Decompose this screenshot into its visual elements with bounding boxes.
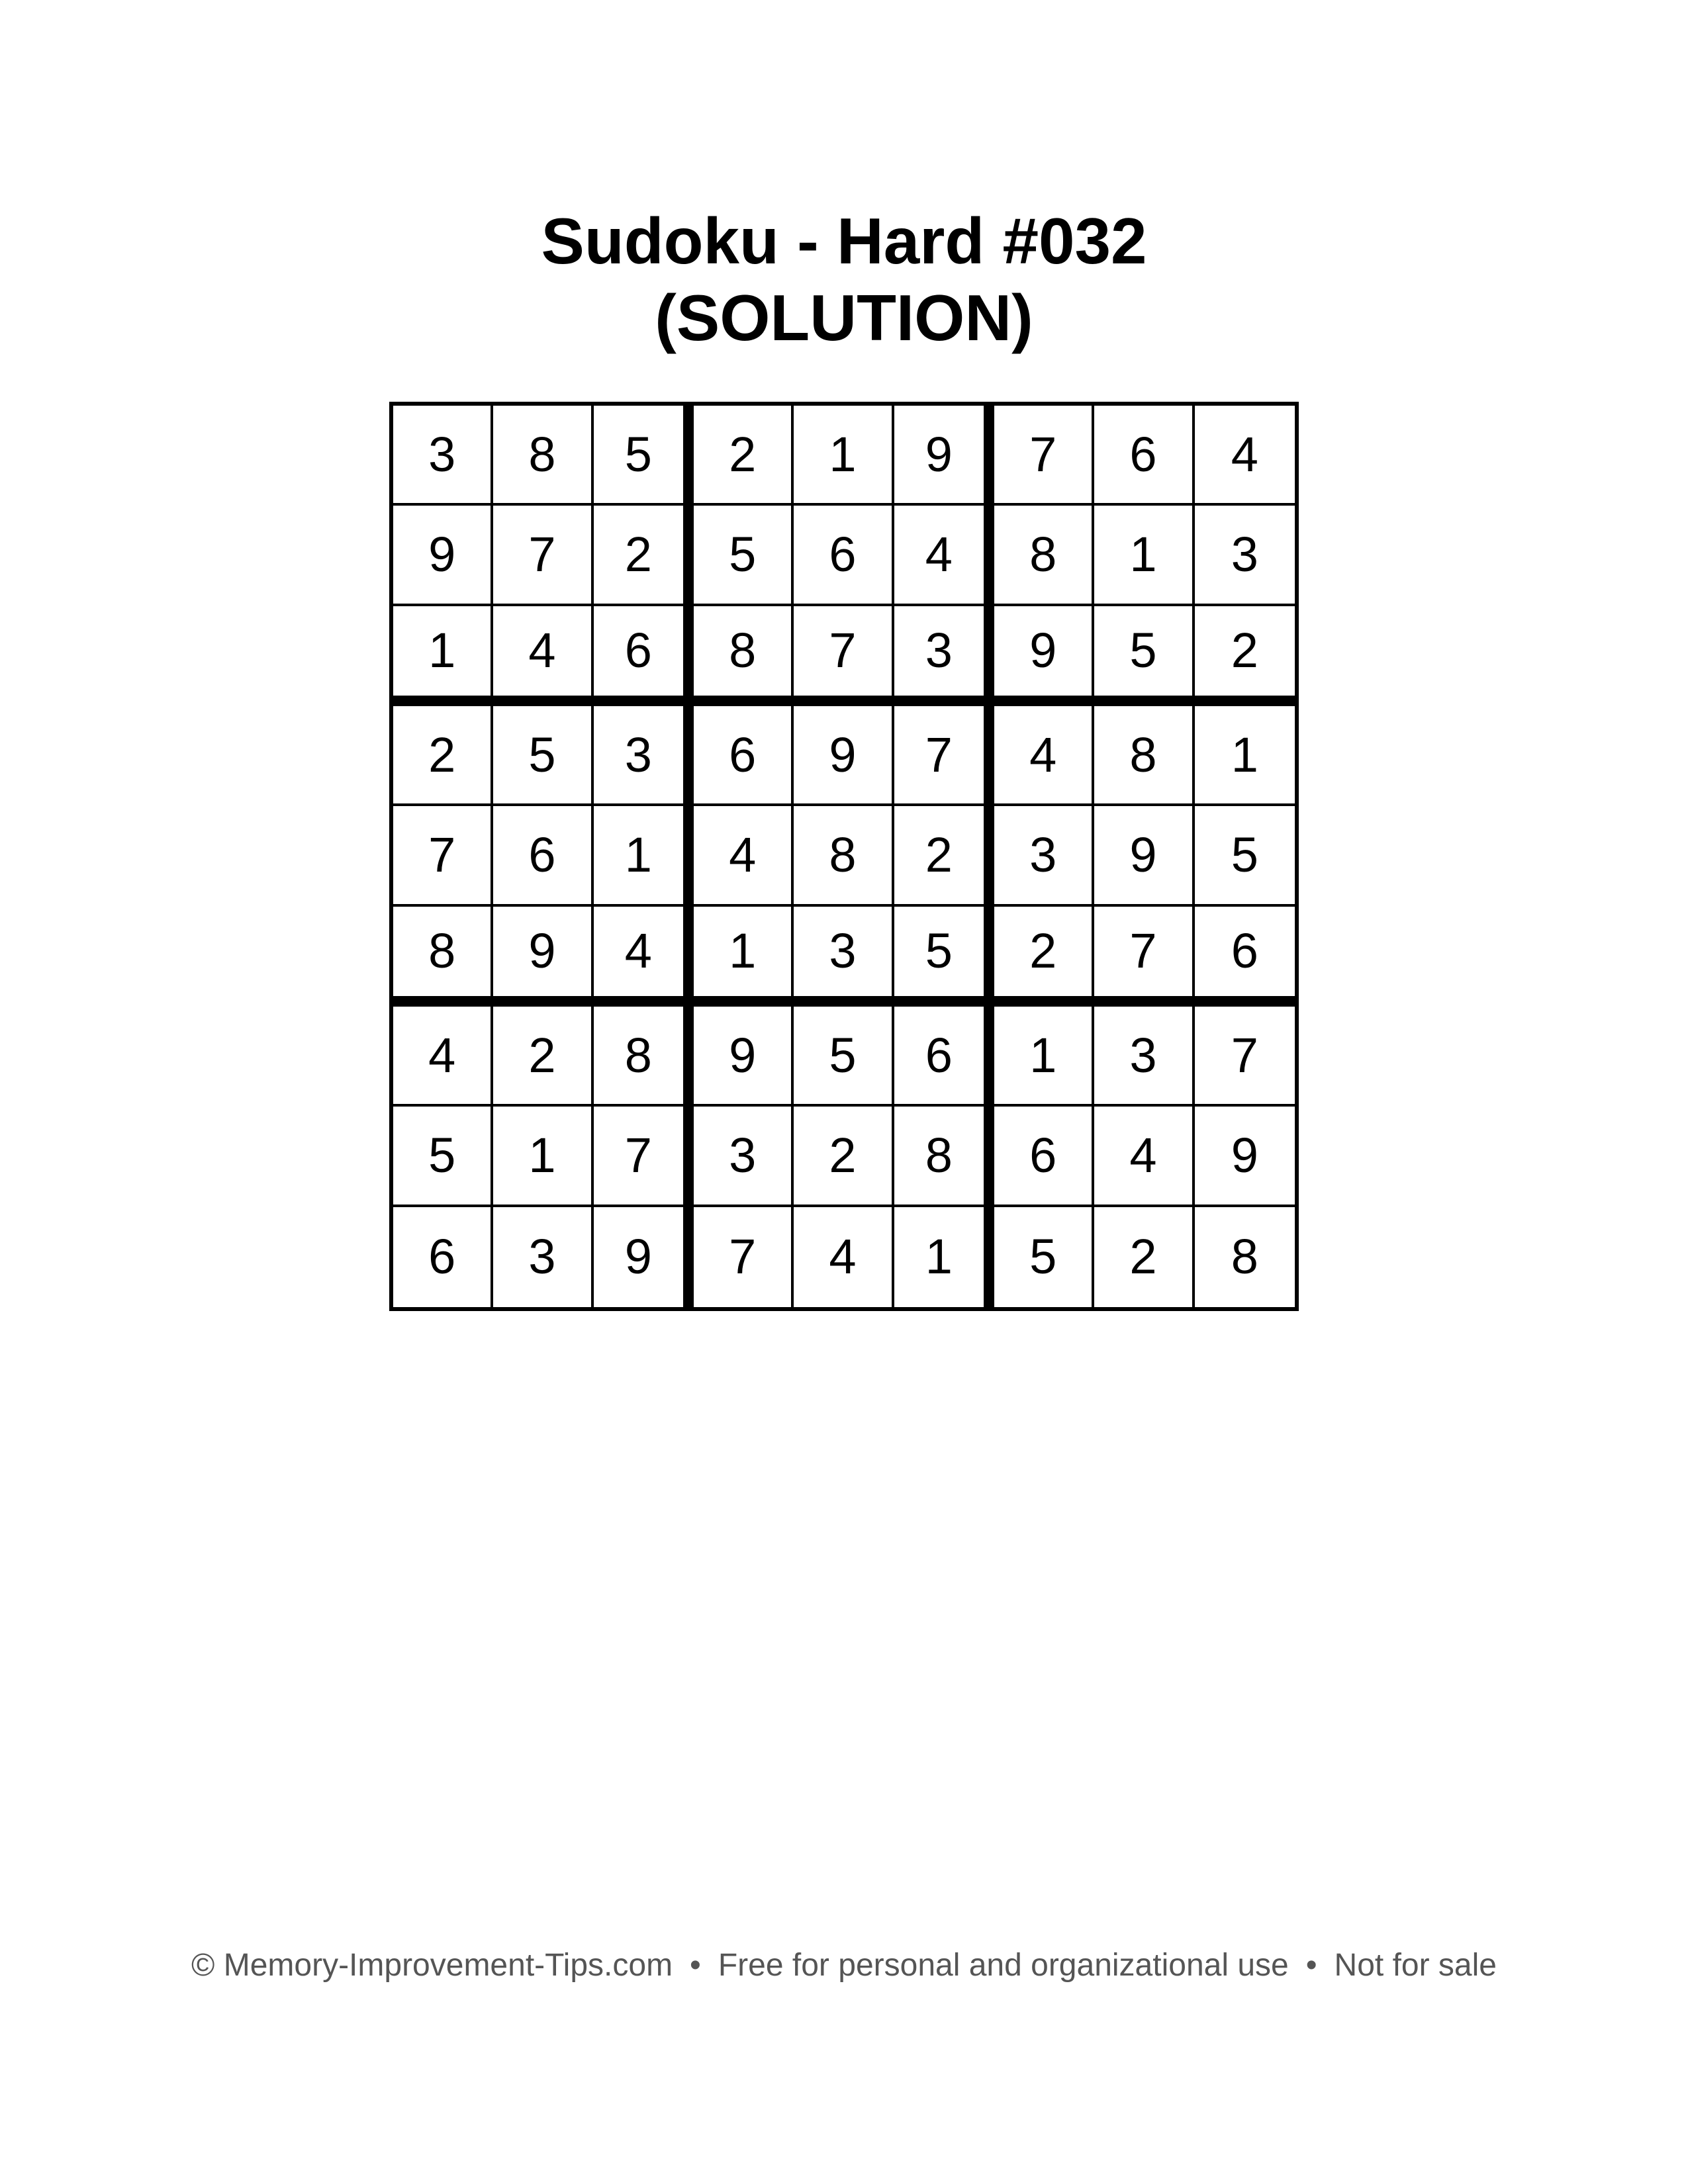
sudoku-cell: 8 xyxy=(393,907,493,1007)
sudoku-cell: 6 xyxy=(894,1007,994,1107)
sudoku-cell: 8 xyxy=(794,806,894,906)
sudoku-cell: 4 xyxy=(594,907,694,1007)
sudoku-cell: 9 xyxy=(694,1007,794,1107)
sudoku-cell: 2 xyxy=(1094,1207,1194,1307)
sudoku-cell: 7 xyxy=(694,1207,794,1307)
sudoku-cell: 1 xyxy=(594,806,694,906)
sudoku-cell: 9 xyxy=(894,406,994,506)
sudoku-cell: 7 xyxy=(594,1107,694,1206)
sudoku-cell: 4 xyxy=(894,506,994,606)
sudoku-cell: 4 xyxy=(1195,406,1295,506)
sudoku-cell: 4 xyxy=(1094,1107,1194,1206)
sudoku-cell: 3 xyxy=(794,907,894,1007)
sudoku-cell: 2 xyxy=(493,1007,593,1107)
sudoku-cell: 3 xyxy=(994,806,1094,906)
sudoku-cell: 1 xyxy=(1094,506,1194,606)
sudoku-cell: 9 xyxy=(1195,1107,1295,1206)
sudoku-cell: 5 xyxy=(493,706,593,806)
footer-copyright: © Memory-Improvement-Tips.com xyxy=(191,1948,673,1983)
sudoku-cell: 7 xyxy=(794,606,894,706)
footer xyxy=(0,1946,1688,1985)
sudoku-cell: 8 xyxy=(1094,706,1194,806)
sudoku-cell: 6 xyxy=(493,806,593,906)
sudoku-cell: 8 xyxy=(493,406,593,506)
sudoku-cell: 3 xyxy=(894,606,994,706)
sudoku-cell: 4 xyxy=(493,606,593,706)
sudoku-cell: 3 xyxy=(594,706,694,806)
sudoku-cell: 9 xyxy=(393,506,493,606)
sudoku-cell: 3 xyxy=(393,406,493,506)
footer-sale: Not for sale xyxy=(1334,1948,1497,1983)
sudoku-cell: 2 xyxy=(594,506,694,606)
sudoku-cell: 8 xyxy=(594,1007,694,1107)
sudoku-cell: 5 xyxy=(694,506,794,606)
sudoku-cell: 2 xyxy=(894,806,994,906)
sudoku-cell: 5 xyxy=(594,406,694,506)
sudoku-cell: 9 xyxy=(994,606,1094,706)
sudoku-cell: 6 xyxy=(393,1207,493,1307)
sudoku-cell: 1 xyxy=(393,606,493,706)
sudoku-cell: 8 xyxy=(694,606,794,706)
sudoku-cell: 5 xyxy=(1094,606,1194,706)
sudoku-cell: 2 xyxy=(1195,606,1295,706)
sudoku-cell: 4 xyxy=(393,1007,493,1107)
sudoku-cell: 6 xyxy=(994,1107,1094,1206)
sudoku-cell: 7 xyxy=(493,506,593,606)
footer-usage: Free for personal and organizational use xyxy=(718,1948,1289,1983)
page-title xyxy=(0,203,1688,356)
sudoku-cell: 8 xyxy=(1231,1229,1258,1285)
sudoku-cell: 2 xyxy=(994,907,1094,1007)
sudoku-cell: 6 xyxy=(594,606,694,706)
sudoku-cell: 9 xyxy=(493,907,593,1007)
sudoku-cell: 6 xyxy=(1094,406,1194,506)
sudoku-cell: 8 xyxy=(894,1107,994,1206)
sudoku-cell: 2 xyxy=(794,1107,894,1206)
sudoku-cell: 7 xyxy=(1094,907,1194,1007)
sudoku-cell: 2 xyxy=(393,706,493,806)
footer-separator-2: • xyxy=(1305,1948,1317,1983)
sudoku-cell: 1 xyxy=(1195,706,1295,806)
sudoku-cell: 9 xyxy=(1094,806,1194,906)
sudoku-cell: 4 xyxy=(994,706,1094,806)
sudoku-cell: 6 xyxy=(794,506,894,606)
sudoku-cell: 3 xyxy=(1195,506,1295,606)
sudoku-cell: 3 xyxy=(493,1207,593,1307)
title-line-2: (SOLUTION) xyxy=(655,281,1033,354)
sudoku-cell: 1 xyxy=(694,907,794,1007)
sudoku-cell: 5 xyxy=(393,1107,493,1206)
sudoku-cell: 1 xyxy=(493,1107,593,1206)
sudoku-cell: 9 xyxy=(594,1207,694,1307)
sudoku-cell: 6 xyxy=(694,706,794,806)
footer-separator-1: • xyxy=(690,1948,701,1983)
sudoku-cell: 4 xyxy=(694,806,794,906)
sudoku-cell: 1 xyxy=(794,406,894,506)
title-line-1: Sudoku - Hard #032 xyxy=(541,205,1147,277)
sudoku-cell: 3 xyxy=(694,1107,794,1206)
sudoku-cell: 5 xyxy=(1195,806,1295,906)
sudoku-cell: 1 xyxy=(894,1207,994,1307)
sudoku-cell: 7 xyxy=(393,806,493,906)
sudoku-grid xyxy=(389,402,1299,1311)
sudoku-cell: 9 xyxy=(794,706,894,806)
sudoku-cell: 5 xyxy=(794,1007,894,1107)
sudoku-cell: 7 xyxy=(994,406,1094,506)
sudoku-cell: 5 xyxy=(994,1207,1094,1307)
sudoku-cell: 7 xyxy=(1195,1007,1295,1107)
sudoku-cell: 1 xyxy=(994,1007,1094,1107)
sudoku-cell: 2 xyxy=(694,406,794,506)
sudoku-cell: 6 xyxy=(1195,907,1295,1007)
sudoku-cell: 8 xyxy=(994,506,1094,606)
sudoku-cell: 5 xyxy=(894,907,994,1007)
sudoku-cell: 7 xyxy=(894,706,994,806)
sudoku-cell: 3 xyxy=(1094,1007,1194,1107)
sudoku-cell: 4 xyxy=(794,1207,894,1307)
